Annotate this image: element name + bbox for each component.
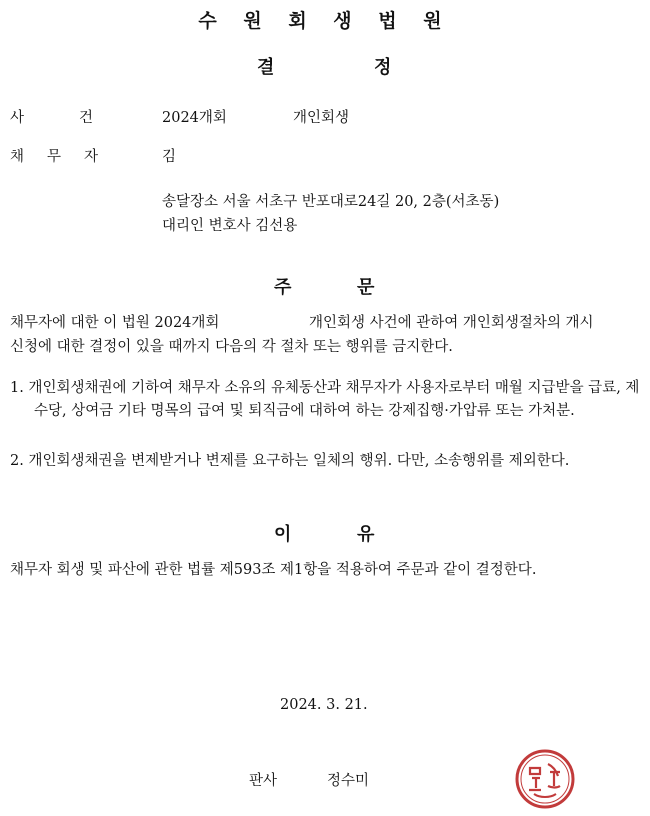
judge-name: 정수미: [327, 773, 370, 789]
debtor-label: 채 무 자: [10, 149, 99, 165]
reason-text: 채무자 회생 및 파산에 관한 법률 제593조 제1항을 적용하여 주문과 같이 결정한다.: [10, 562, 537, 578]
debtor-name: 김: [162, 149, 177, 165]
judge-seal: [514, 748, 576, 810]
seal-icon: [514, 748, 576, 810]
order-heading-char-2: 문: [357, 277, 375, 298]
service-address: 송달장소 서울 서초구 반포대로24길 20, 2층(서초동): [162, 194, 500, 210]
order-intro-part2: 개인회생 사건에 관하여 개인회생절차의 개시: [309, 315, 594, 331]
agent: 대리인 변호사 김선용: [162, 218, 298, 234]
decision-date: 2024. 3. 21.: [280, 697, 368, 713]
order-item-2: 2. 개인회생채권을 변제받거나 변제를 요구하는 일체의 행위. 다만, 소송행위를 제외한다.: [10, 453, 570, 469]
order-item-1: 1. 개인회생채권에 기하여 채무자 소유의 유체동산과 채무자가 사용자로부터 매월 지급받을 급료, 제수당, 상여금 기타 명목의 급여 및 퇴직금에 대하여 하는 강제집행·가압류 또는 가처분.: [10, 380, 640, 419]
case-name: 개인회생: [293, 110, 350, 126]
order-intro-part1: 채무자에 대한 이 법원 2024개회: [10, 315, 220, 331]
reason-heading-char-1: 이: [274, 524, 292, 545]
order-intro-line2: 신청에 대한 결정이 있을 때까지 다음의 각 절차 또는 행위를 금지한다.: [10, 339, 453, 355]
reason-heading-char-2: 유: [357, 524, 375, 545]
doc-type-char-2: 정: [374, 57, 392, 78]
doc-type-char-1: 결: [257, 57, 275, 78]
judge-title: 판사: [249, 773, 278, 789]
court-name: 수 원 회 생 법 원: [198, 10, 452, 32]
order-heading-char-1: 주: [274, 277, 292, 298]
case-number: 2024개회: [162, 110, 227, 126]
case-label: 사 건: [10, 110, 94, 126]
